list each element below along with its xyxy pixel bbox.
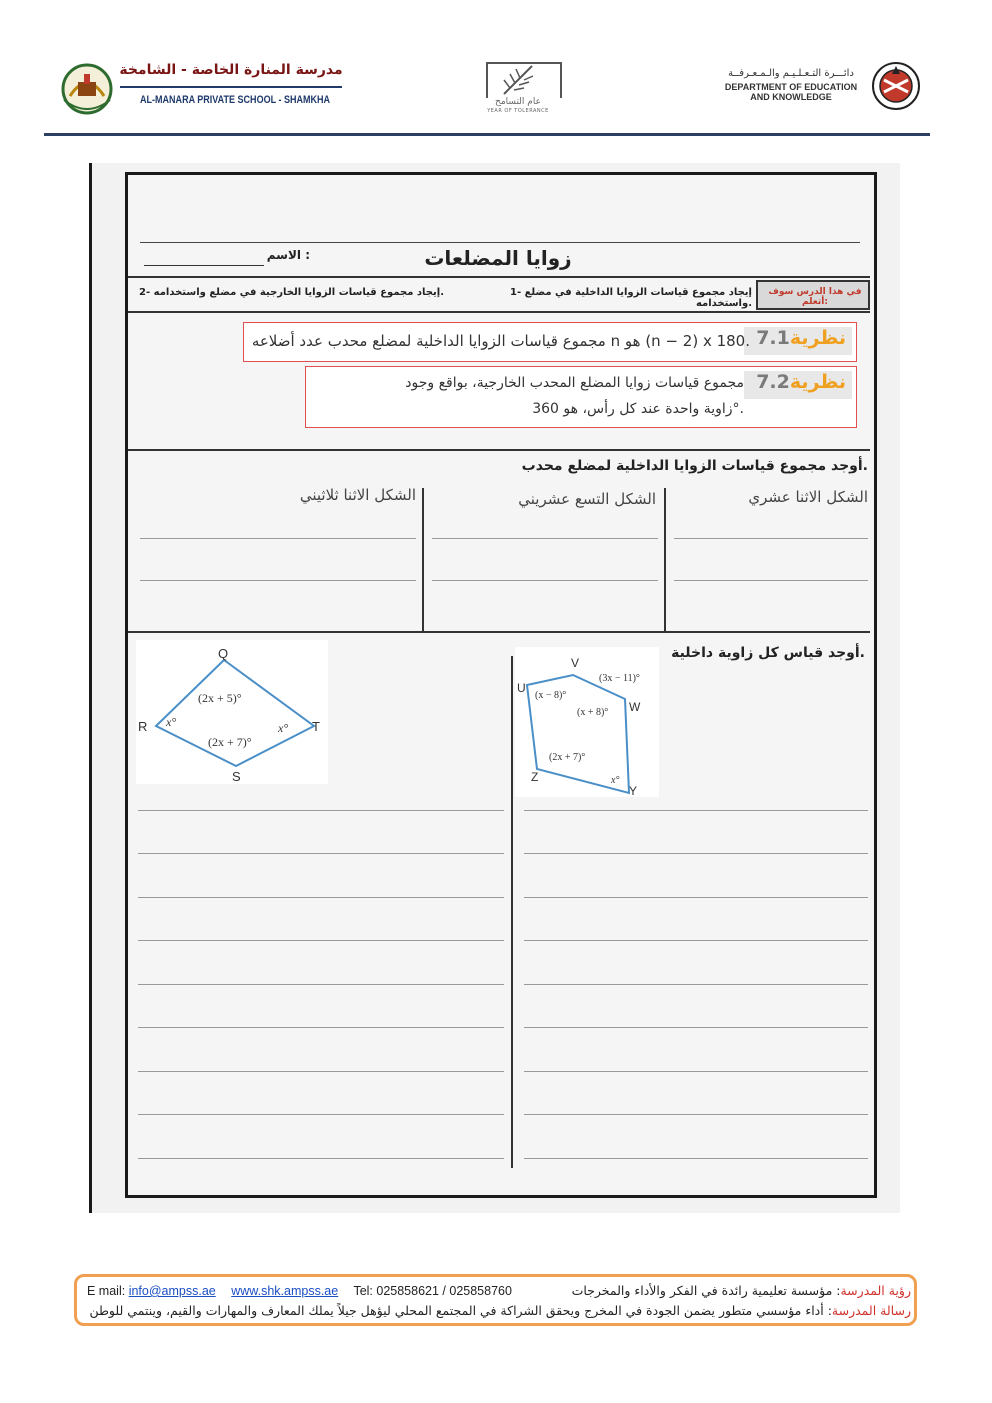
answer-line[interactable] [674,580,868,581]
angle-u-label: (x − 8)° [535,690,567,701]
answer-line[interactable] [524,940,868,941]
answer-line[interactable] [524,810,868,811]
answer-line[interactable] [524,853,868,854]
answer-line[interactable] [524,1071,868,1072]
theorem-number: 7.1 [756,327,790,349]
school-name-ar: مدرسة المنارة الخاصة - الشامخة [119,62,343,78]
shape-dodecagon: الشكل الاثنا عشري [748,488,868,506]
department-logo-block [712,66,922,114]
angle-z-label: (2x + 7)° [549,752,586,763]
column-divider [422,488,424,631]
answer-line[interactable] [524,897,868,898]
objective-label: في هذا الدرس سوف أتعلم: [768,287,862,307]
theorem-7-2-line2: زاوية واحدة عند كل رأس، هو 360°. [532,401,744,417]
department-name-ar: دائـــرة التـعـلـيـم والـمـعـرفــة [728,68,854,79]
footer-contact [87,1284,512,1298]
answer-line[interactable] [140,580,416,581]
vertex-r: R [138,719,148,734]
rule-a [128,276,870,278]
abu-dhabi-emblem-icon [870,60,922,112]
center-divider [511,656,513,1168]
rule-b [128,311,870,313]
scan-edge [89,163,92,1213]
department-name-en-line2: AND KNOWLEDGE [750,92,832,102]
answer-line[interactable] [138,897,504,898]
answer-line[interactable] [138,940,504,941]
footer-mission [85,1303,911,1318]
year-of-tolerance-logo [470,58,566,116]
tolerance-en: YEAR OF TOLERANCE [487,108,549,114]
phone-numbers: Tel: 025858621 / 025858760 [353,1284,512,1298]
theorem-number: 7.2 [756,371,790,393]
answer-line[interactable] [432,580,658,581]
column-divider [664,488,666,631]
objective-1: 1- إيجاد مجموع قياسات الزوايا الداخلية في مضلع واستخدامه. [510,287,752,309]
theorem-7-1-box [243,322,857,362]
theorem-7-1-text: مجموع قياسات الزوايا الداخلية لمضلع محدب عدد أضلاعه n هو (n − 2) x 180. [251,332,750,350]
theorem-word: نظرية [789,371,846,393]
email-label: E mail: [87,1284,126,1298]
figure-quadrilateral-qrst [136,640,328,784]
footer-box [74,1274,917,1326]
answer-line[interactable] [524,1158,868,1159]
title-rule [140,242,860,243]
department-name-en-line1: DEPARTMENT OF EDUCATION [724,82,858,92]
answer-line[interactable] [138,984,504,985]
shape-32-gon: الشكل الاثنا ثلاثيني [299,486,416,504]
answer-line[interactable] [432,538,658,539]
header-rule [44,133,930,136]
angle-s-label: (2x + 7)° [208,735,252,749]
theorem-7-2-box [305,366,857,428]
shape-29-gon: الشكل التسع عشريني [518,490,656,508]
tolerance-ar: عام التسامح [495,97,541,107]
answer-line[interactable] [524,984,868,985]
answer-line[interactable] [138,853,504,854]
objective-2: 2- إيجاد مجموع قياسات الزوايا الخارجية في مضلع واستخدامه. [139,287,444,298]
name-label: الاسم : [266,248,310,262]
answer-line[interactable] [138,1158,504,1159]
school-name-en: AL-MANARA PRIVATE SCHOOL - SHAMKHA [139,94,331,106]
answer-line[interactable] [524,1114,868,1115]
website-link[interactable]: www.shk.ampss.ae [231,1284,339,1298]
answer-line[interactable] [138,1027,504,1028]
figure-pentagon-uvwyz [515,647,659,797]
mission-label: رسالة المدرسة [831,1303,911,1318]
angle-q-label: (2x + 5)° [198,691,242,705]
angle-v-label: (3x − 11)° [599,673,640,684]
angle-y-label: x° [611,775,620,786]
school-name-divider [120,86,342,88]
vertex-z: Z [531,770,539,784]
mission-text: : أداء مؤسسي متطور يضمن الجودة في المخرج ويحقق الشراكة في المجتمع المحلي ليؤهل جيلاً يملك المعارف والمهارات والقيم، وينتمي للوطن [89,1303,832,1318]
vertex-u: U [517,681,526,695]
angle-t-label: x° [278,721,289,735]
angle-w-label: (x + 8)° [577,707,609,718]
vertex-q: Q [218,646,229,661]
vertex-y: Y [629,784,638,797]
theorem-7-2-tag [744,371,852,399]
answer-line[interactable] [140,538,416,539]
quadrilateral-shape [156,660,314,766]
theorem-7-2-line1: مجموع قياسات زوايا المضلع المحدب الخارجية، بواقع وجود [405,375,744,391]
rule-c [128,449,870,451]
theorem-word: نظرية [789,327,846,349]
answer-line[interactable] [138,1071,504,1072]
pentagon-diagram [515,647,659,797]
school-logo-block [58,56,343,118]
answer-line[interactable] [138,810,504,811]
school-seal-icon [58,56,116,118]
question-1-prompt: أوجد مجموع قياسات الزوايا الداخلية لمضلع محدب. [521,458,868,474]
vision-label: رؤية المدرسة [840,1283,911,1298]
vertex-s: S [232,769,241,784]
rule-d [128,631,870,633]
worksheet-title: زوايا المضلعات [424,246,572,270]
answer-line[interactable] [674,538,868,539]
email-link[interactable]: info@ampss.ae [128,1284,216,1298]
theorem-7-1-tag [744,327,852,355]
answer-line[interactable] [524,1027,868,1028]
angle-r-label: x° [166,715,177,729]
vision-text: : مؤسسة تعليمية رائدة في الفكر والأداء والمخرجات [571,1283,841,1298]
name-field-line[interactable] [144,265,264,266]
vertex-w: W [629,700,641,714]
vertex-t: T [312,719,320,734]
quadrilateral-diagram [136,640,328,784]
answer-line[interactable] [138,1114,504,1115]
vertex-v: V [571,656,580,670]
question-2-prompt: أوجد قياس كل زاوية داخلية. [671,645,865,661]
